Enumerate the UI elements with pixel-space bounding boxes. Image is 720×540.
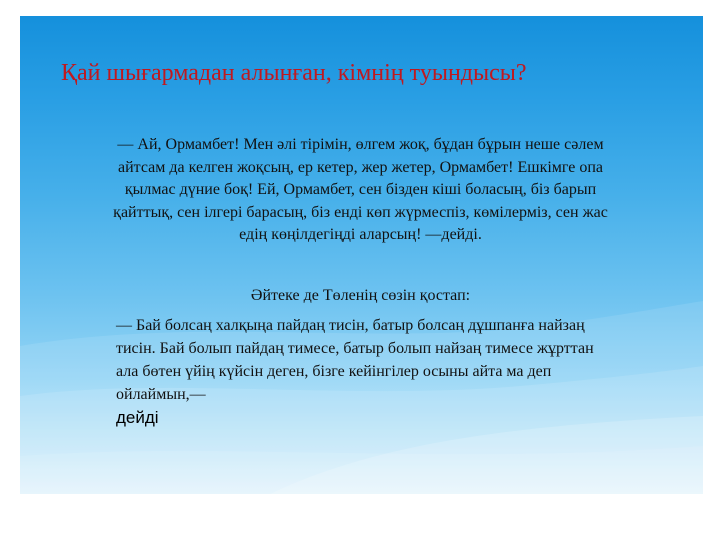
content-panel <box>20 16 703 494</box>
quote-paragraph-3: — Бай болсаң халқыңа пайдаң тисін, батыр болсаң дұшпанға найзаң тисін. Бай болып пайдаң тимесе, батыр болып найзаң тимесе жұрттан ала бөтен үйің күйсін деген, бізге кейінгілер осыны айта ма деп ойлаймын,— <box>116 317 594 403</box>
quote-paragraph-3-tail: дейді <box>116 408 159 427</box>
slide-title: Қай шығармадан алынған, кімнің туындысы? <box>61 60 527 86</box>
quote-paragraph-1: — Ай, Ормамбет! Мен әлі тірімін, өлгем жоқ, бұдан бұрын неше сәлем айтсам да келген жоқсың, ер кетер, жер жетер, Ормамбет! Ешкімге опа қылмас дүние боқ! Ей, Ормамбет, сен бізден кіші боласың, біз барып қайттық, сен ілгері барасың, біз енді көп жүрмеспіз, көмілерміз, сен жас едің көңілдегіңді аларсың! —дейді. <box>113 136 608 244</box>
quote-paragraph-2: Әйтеке де Төленің сөзін қостап: <box>250 287 471 304</box>
